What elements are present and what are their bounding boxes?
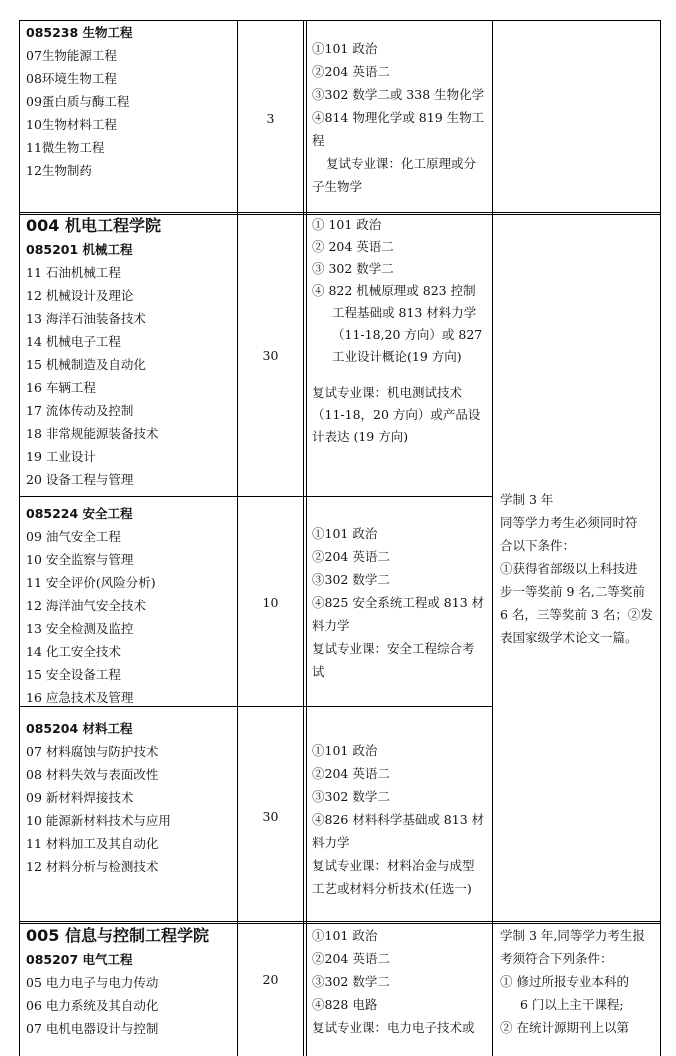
- direction-item: 09 新材料焊接技术: [26, 790, 134, 805]
- quota-value: 30: [262, 348, 279, 363]
- program-cell: [26, 502, 156, 709]
- subject-item: 程: [312, 133, 325, 148]
- subject-item: ④828 电路: [312, 997, 378, 1012]
- direction-item: 10生物材料工程: [26, 117, 117, 132]
- subject-item: 料力学: [312, 835, 350, 850]
- row-border: [19, 496, 493, 497]
- requirements-note: [500, 488, 653, 649]
- subject-item: ③302 数学二或 338 生物化学: [312, 87, 485, 102]
- subject-item: ④ 822 机械原理或 823 控制: [312, 283, 476, 298]
- subject-item: ②204 英语二: [312, 549, 390, 564]
- col-border: [660, 20, 661, 1056]
- subject-item: 料力学: [312, 618, 350, 633]
- direction-item: 07 材料腐蚀与防护技术: [26, 744, 159, 759]
- subject-item: ④826 材料科学基础或 813 材: [312, 812, 485, 827]
- direction-item: 16 车辆工程: [26, 380, 96, 395]
- program-cell: [26, 214, 161, 491]
- direction-item: 10 能源新材料技术与应用: [26, 813, 171, 828]
- subject-item: ④814 物理化学或 819 生物工: [312, 110, 485, 125]
- subject-item: 工程基础或 813 材料力学: [332, 305, 477, 320]
- subject-item: ②204 英语二: [312, 951, 390, 966]
- direction-item: 16 应急技术及管理: [26, 690, 134, 705]
- requirements-note: [500, 924, 645, 1039]
- note-line: 6 门以上主干课程;: [520, 997, 624, 1012]
- college-title: 004 机电工程学院: [26, 216, 161, 235]
- direction-item: 13 海洋石油装备技术: [26, 311, 146, 326]
- program-cell: [26, 717, 171, 878]
- exam-subjects: [312, 522, 484, 683]
- direction-item: 09 油气安全工程: [26, 529, 121, 544]
- direction-item: 08环境生物工程: [26, 71, 117, 86]
- direction-item: 11微生物工程: [26, 140, 105, 155]
- direction-item: 08 材料失效与表面改性: [26, 767, 159, 782]
- note-line: ① 修过所报专业本科的: [500, 974, 629, 989]
- note-line: 学制 3 年,同等学力考生报: [500, 928, 645, 943]
- program-cell: [26, 21, 133, 182]
- direction-item: 12生物制药: [26, 163, 92, 178]
- retest-text: （11-18，20 方向）或产品设: [312, 407, 481, 422]
- subject-item: ①101 政治: [312, 526, 378, 541]
- note-line: 学制 3 年: [500, 492, 554, 507]
- retest-text: 试: [312, 664, 325, 679]
- retest-text: 复试专业课：电力电子技术或: [312, 1020, 475, 1035]
- quota-value: 3: [266, 111, 275, 126]
- direction-item: 15 机械制造及自动化: [26, 357, 146, 372]
- subject-item: ②204 英语二: [312, 766, 390, 781]
- col-border: [492, 20, 493, 1056]
- program-code: 085224 安全工程: [26, 506, 133, 521]
- program-code: 085238 生物工程: [26, 25, 133, 40]
- exam-subjects: [312, 37, 484, 198]
- quota-value: 10: [262, 595, 279, 610]
- col-border: [306, 20, 307, 1056]
- direction-item: 11 石油机械工程: [26, 265, 121, 280]
- note-line: ② 在统计源期刊上以第: [500, 1020, 629, 1035]
- retest-text: 复试专业课：安全工程综合考: [312, 641, 475, 656]
- row-border: [19, 921, 661, 922]
- direction-item: 11 安全评价(风险分析): [26, 575, 156, 590]
- direction-item: 12 机械设计及理论: [26, 288, 134, 303]
- program-code: 085201 机械工程: [26, 242, 133, 257]
- subject-item: ①101 政治: [312, 928, 378, 943]
- note-line: ①获得省部级以上科技进: [500, 561, 638, 576]
- subject-item: ③302 数学二: [312, 789, 390, 804]
- subject-item: ③302 数学二: [312, 974, 390, 989]
- direction-item: 07 电机电器设计与控制: [26, 1021, 159, 1036]
- direction-item: 17 流体传动及控制: [26, 403, 134, 418]
- direction-item: 14 化工安全技术: [26, 644, 121, 659]
- subject-item: ②204 英语二: [312, 64, 390, 79]
- subject-item: （11-18,20 方向）或 827: [332, 327, 483, 342]
- direction-item: 06 电力系统及其自动化: [26, 998, 159, 1013]
- program-code: 085204 材料工程: [26, 721, 133, 736]
- quota-value: 30: [262, 809, 279, 824]
- direction-item: 10 安全监察与管理: [26, 552, 134, 567]
- direction-item: 14 机械电子工程: [26, 334, 121, 349]
- program-cell: [26, 924, 209, 1040]
- program-code: 085207 电气工程: [26, 952, 133, 967]
- direction-item: 07生物能源工程: [26, 48, 117, 63]
- subject-item: ①101 政治: [312, 743, 378, 758]
- exam-subjects: [312, 739, 484, 900]
- direction-item: 15 安全设备工程: [26, 667, 121, 682]
- direction-item: 18 非常规能源装备技术: [26, 426, 159, 441]
- retest-text: 复试专业课：化工原理或分: [326, 156, 477, 171]
- exam-subjects: [312, 924, 475, 1039]
- subject-item: ④825 安全系统工程或 813 材: [312, 595, 485, 610]
- direction-item: 20 设备工程与管理: [26, 472, 134, 487]
- college-title: 005 信息与控制工程学院: [26, 926, 209, 945]
- direction-item: 05 电力电子与电力传动: [26, 975, 159, 990]
- subject-item: ①101 政治: [312, 41, 378, 56]
- direction-item: 09蛋白质与酶工程: [26, 94, 130, 109]
- subject-item: ① 101 政治: [312, 217, 382, 232]
- quota-value: 20: [262, 972, 279, 987]
- subject-item: ③ 302 数学二: [312, 261, 394, 276]
- exam-subjects: [312, 214, 482, 448]
- direction-item: 19 工业设计: [26, 449, 96, 464]
- note-line: 考须符合下列条件：: [500, 951, 613, 966]
- retest-text: 子生物学: [312, 179, 363, 194]
- subject-item: ② 204 英语二: [312, 239, 394, 254]
- retest-text: 复试专业课：机电测试技术: [312, 385, 463, 400]
- direction-item: 12 材料分析与检测技术: [26, 859, 159, 874]
- col-border: [237, 20, 238, 1056]
- direction-item: 12 海洋油气安全技术: [26, 598, 146, 613]
- row-border: [19, 212, 661, 213]
- direction-item: 13 安全检测及监控: [26, 621, 134, 636]
- note-line: 合以下条件：: [500, 538, 576, 553]
- retest-text: 计表达 (19 方向): [312, 429, 409, 444]
- col-border: [303, 20, 304, 1056]
- note-line: 同等学力考生必须同时符: [500, 515, 638, 530]
- subject-item: ③302 数学二: [312, 572, 390, 587]
- subject-item: 工业设计概论(19 方向): [332, 349, 462, 364]
- note-line: 步一等奖前 9 名,二等奖前: [500, 584, 645, 599]
- note-line: 表国家级学术论文一篇。: [500, 630, 638, 645]
- retest-text: 工艺或材料分析技术(任选一): [312, 881, 472, 896]
- col-border: [19, 20, 20, 1056]
- retest-text: 复试专业课：材料冶金与成型: [312, 858, 475, 873]
- note-line: 6 名，三等奖前 3 名；②发: [500, 607, 653, 622]
- direction-item: 11 材料加工及其自动化: [26, 836, 159, 851]
